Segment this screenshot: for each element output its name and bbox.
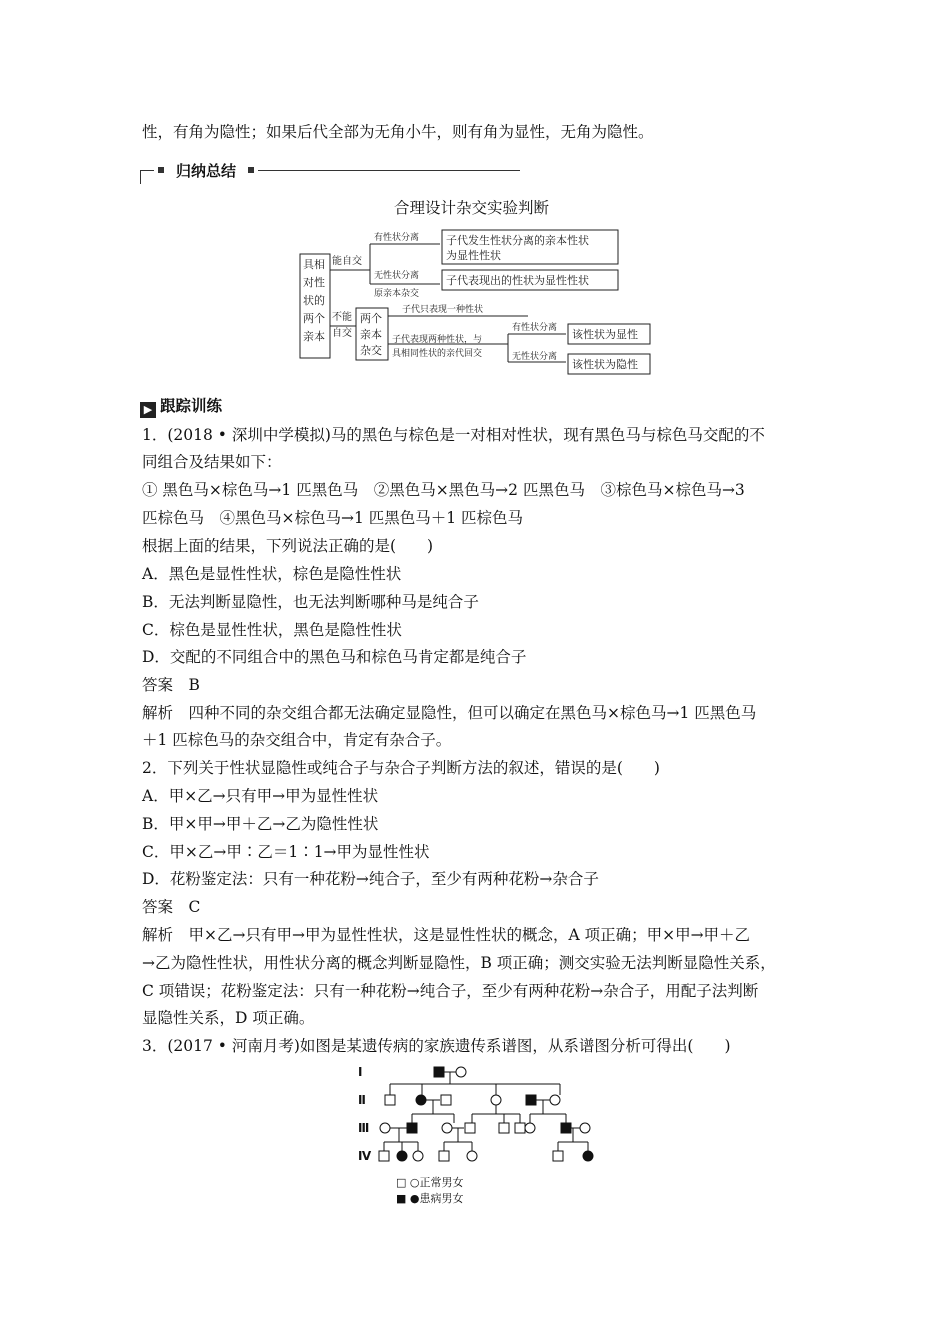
normal-female-ii6 <box>550 1095 560 1105</box>
root-line-1: 具相 <box>303 258 325 271</box>
cross-line-2: 亲本 <box>360 328 382 341</box>
recessive-result: 该性状为隐性 <box>572 358 638 371</box>
q1-stem-1: 1．(2018 • 深圳中学模拟)马的黑色与棕色是一对相对性状，现有黑色马与棕色马交配的不 <box>142 426 765 444</box>
affected-male-iii2 <box>407 1123 417 1133</box>
gen-label-iii: Ⅲ <box>358 1121 370 1135</box>
normal-male-iii5 <box>499 1123 509 1133</box>
cross-line-1: 两个 <box>360 312 382 325</box>
gen-label-ii: Ⅱ <box>358 1093 366 1107</box>
legend-affected: ■ ●患病男女 <box>396 1192 464 1205</box>
affected-female-iv7 <box>583 1151 593 1161</box>
q3-stem: 3．(2017 • 河南月考)如图是某遗传病的家族遗传系谱图，从系谱图分析可得出( ) <box>142 1037 731 1055</box>
root-line-3: 状的 <box>303 294 325 307</box>
q1-option-c: C．棕色是显性性状，黑色是隐性性状 <box>142 621 402 639</box>
legend-normal: □ ○正常男女 <box>396 1176 464 1189</box>
one-trait-label: 子代只表现一种性状 <box>402 305 484 315</box>
q1-question: 根据上面的结果，下列说法正确的是( ) <box>142 537 434 555</box>
root-line-5: 亲本 <box>303 330 325 343</box>
affected-male-i1 <box>434 1067 444 1077</box>
two-traits-1: 子代表现两种性状，与 <box>392 335 483 345</box>
no-sep2-label: 无性状分离 <box>512 352 558 362</box>
gen-label-i: Ⅰ <box>358 1065 363 1079</box>
q2-analysis-3: C 项错误；花粉鉴定法：只有一种花粉→纯合子，至少有两种花粉→杂合子，用配子法判断 <box>142 982 759 1000</box>
q2-option-c: C．甲×乙→甲∶乙＝1∶1→甲为显性性状 <box>142 843 430 861</box>
section-heading <box>140 394 222 418</box>
affected-male-ii5 <box>526 1095 536 1105</box>
normal-male-iv1 <box>379 1151 389 1161</box>
affected-female-iv2 <box>397 1151 407 1161</box>
cross-line-3: 杂交 <box>360 344 382 357</box>
q2-option-d: D．花粉鉴定法：只有一种花粉→纯合子，至少有两种花粉→杂合子 <box>142 870 599 888</box>
section-title: 跟踪训练 <box>160 397 223 415</box>
normal-male-ii3 <box>441 1095 451 1105</box>
has-sep2-label: 有性状分离 <box>512 323 558 333</box>
q2-option-b: B．甲×甲→甲＋乙→乙为隐性性状 <box>142 815 379 833</box>
cross-design-diagram <box>298 222 658 382</box>
q2-stem: 2．下列关于性状显隐性或纯合子与杂合子判断方法的叙述，错误的是( ) <box>142 759 660 777</box>
q2-analysis-2: →乙为隐性性状，用性状分离的概念判断显隐性，B 项正确；测交实验无法判断显隐性关系， <box>142 954 776 972</box>
can-self-label: 能自交 <box>332 256 362 267</box>
result1-line2: 为显性性状 <box>446 249 501 262</box>
normal-male-ii1 <box>385 1095 395 1105</box>
diagram-title: 合理设计杂交实验判断 <box>394 199 550 217</box>
root-line-4: 两个 <box>303 312 325 325</box>
q2-analysis-4: 显隐性关系，D 项正确。 <box>142 1009 315 1027</box>
two-traits-2: 具相同性状的亲代回交 <box>392 349 483 359</box>
cannot-self-2: 自交 <box>332 328 352 339</box>
q2-option-a: A．甲×乙→只有甲→甲为显性性状 <box>142 787 379 805</box>
q2-answer: 答案 C <box>142 898 201 916</box>
q1-option-b: B．无法判断显隐性，也无法判断哪种马是纯合子 <box>142 593 479 611</box>
q1-stem-2: 同组合及结果如下： <box>142 453 282 471</box>
summary-title: 归纳总结 <box>176 162 237 180</box>
play-icon: ▶ <box>140 402 156 418</box>
q2-analysis-1: 解析 甲×乙→只有甲→甲为显性性状，这是显性性状的概念，A 项正确；甲×甲→甲＋乙 <box>142 926 751 944</box>
result1-line1: 子代发生性状分离的亲本性状 <box>446 234 589 247</box>
q1-analysis-1: 解析 四种不同的杂交组合都无法确定显隐性，但可以确定在黑色马×棕色马→1 匹黑色马 <box>142 704 757 722</box>
intro-line: 性，有角为隐性；如果后代全部为无角小牛，则有角为显性，无角为隐性。 <box>142 123 654 141</box>
cannot-self-1: 不能 <box>332 312 352 323</box>
normal-female-i2 <box>456 1067 466 1077</box>
affected-female-ii2 <box>416 1095 426 1105</box>
q1-combos-1: ① 黑色马×棕色马→1 匹黑色马 ②黑色马×黑色马→2 匹黑色马 ③棕色马×棕色马→3 <box>142 481 745 499</box>
normal-female-iii9 <box>580 1123 590 1133</box>
summary-heading <box>140 160 520 182</box>
q1-answer: 答案 B <box>142 676 200 694</box>
normal-male-iv4 <box>439 1151 449 1161</box>
result2-text: 子代表现出的性状为显性性状 <box>446 274 589 287</box>
normal-female-iv3 <box>413 1151 423 1161</box>
q1-option-a: A．黑色是显性性状，棕色是隐性性状 <box>142 565 402 583</box>
q1-combos-2: 匹棕色马 ④黑色马×棕色马→1 匹黑色马＋1 匹棕色马 <box>142 509 524 527</box>
normal-female-iii7 <box>525 1123 535 1133</box>
q1-analysis-2: ＋1 匹棕色马的杂交组合中，肯定有杂合子。 <box>142 731 452 749</box>
parent-cross-label: 原亲本杂交 <box>374 289 420 299</box>
pedigree-chart <box>354 1064 614 1210</box>
normal-female-ii4 <box>491 1095 501 1105</box>
root-line-2: 对性 <box>303 276 325 289</box>
normal-male-iii6 <box>515 1123 525 1133</box>
no-separation-label: 无性状分离 <box>374 271 420 281</box>
normal-male-iv6 <box>553 1151 563 1161</box>
normal-female-iii3 <box>442 1123 452 1133</box>
q1-option-d: D．交配的不同组合中的黑色马和棕色马肯定都是纯合子 <box>142 648 527 666</box>
normal-female-iv5 <box>467 1151 477 1161</box>
normal-male-iii4 <box>465 1123 475 1133</box>
affected-male-iii8 <box>561 1123 571 1133</box>
has-separation-label: 有性状分离 <box>374 233 420 243</box>
normal-female-iii1 <box>380 1123 390 1133</box>
dominant-result: 该性状为显性 <box>572 328 638 341</box>
gen-label-iv: Ⅳ <box>358 1149 372 1163</box>
